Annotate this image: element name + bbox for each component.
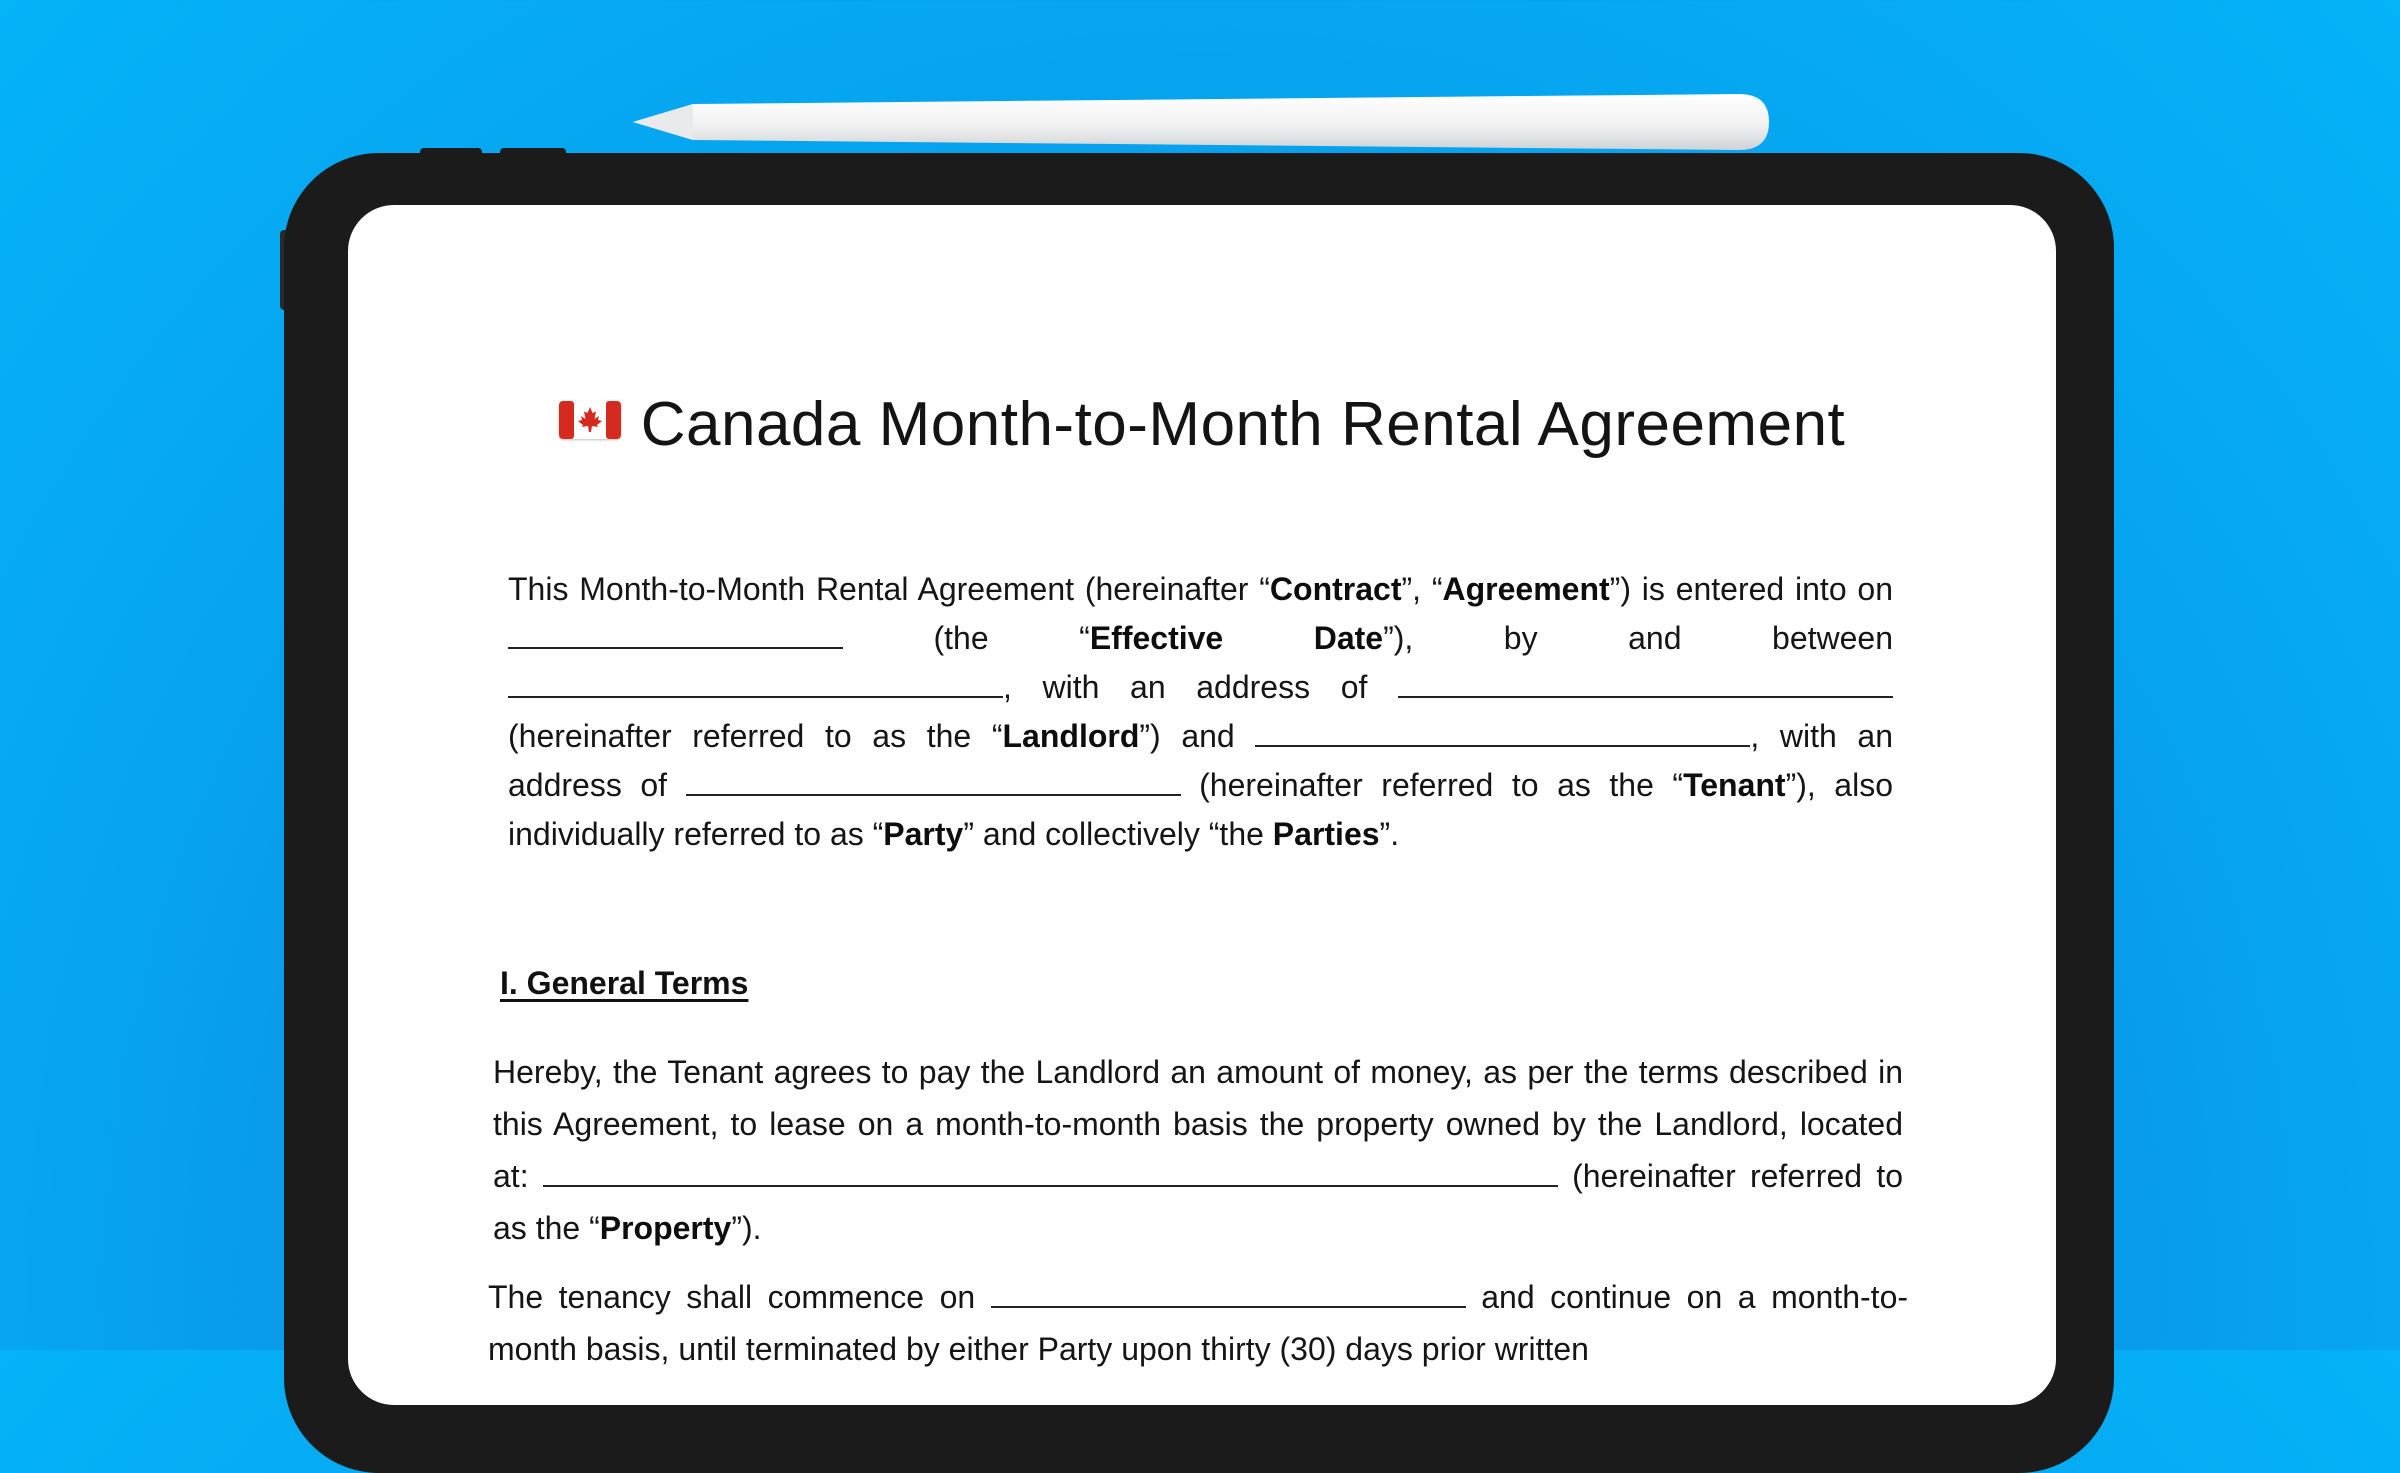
paragraph-text: ”).: [731, 1210, 762, 1246]
intro-text: (the “: [843, 620, 1090, 656]
blank-landlord-name[interactable]: [508, 668, 1003, 698]
general-terms-paragraph: [493, 1046, 1903, 1254]
intro-text: (hereinafter referred to as the “: [508, 718, 1003, 754]
apple-pencil: [633, 92, 1769, 152]
intro-text: ” and collectively “the: [963, 816, 1273, 852]
term-property: Property: [599, 1210, 732, 1246]
paragraph-text: and continue on a month-to-month basis, until terminated by either Party upon thirty (30) days prior written: [488, 1279, 1909, 1367]
canada-flag-icon: [559, 401, 621, 439]
term-effective-date: Effective Date: [1089, 620, 1384, 656]
intro-text: This Month-to-Month Rental Agreement (hereinafter “: [508, 571, 1270, 607]
intro-paragraph: [508, 565, 1893, 859]
intro-text: ”.: [1379, 816, 1400, 852]
paragraph-text: Hereby, the Tenant agrees to pay the Landlord an amount of money, as per the terms described in this Agreement, to lease on a month-to-month basis the property owned by the Landlord, located at:: [493, 1054, 1903, 1194]
paragraph-text: (hereinafter referred to as the “: [493, 1158, 1904, 1246]
document-page: [348, 205, 2056, 1405]
term-parties: Parties: [1272, 816, 1380, 852]
term-tenant: Tenant: [1683, 767, 1786, 803]
term-party: Party: [883, 816, 964, 852]
intro-text: ”) and: [1139, 718, 1235, 754]
blank-tenant-name[interactable]: [1255, 717, 1750, 747]
blank-tenant-address[interactable]: [686, 766, 1181, 796]
tenancy-paragraph: [488, 1271, 1908, 1375]
intro-text: , with an address of: [508, 718, 1894, 803]
intro-text: (hereinafter referred to as the “: [1180, 767, 1684, 803]
intro-text: ”), by and between: [1383, 620, 1894, 656]
intro-text: ”), also individually referred to as “: [508, 767, 1894, 852]
term-contract: Contract: [1269, 571, 1402, 607]
term-agreement: Agreement: [1442, 571, 1610, 607]
tablet-screen: [348, 205, 2056, 1405]
blank-commencement-date[interactable]: [991, 1278, 1466, 1308]
intro-text: , with an address of: [1003, 669, 1368, 705]
blank-landlord-address[interactable]: [1398, 668, 1893, 698]
blank-property-address[interactable]: [543, 1157, 1558, 1187]
section-heading-general-terms: I. General Terms: [500, 965, 749, 1001]
intro-text: ”, “: [1401, 571, 1443, 607]
paragraph-text: The tenancy shall commence on: [488, 1279, 976, 1315]
document-title: Canada Month-to-Month Rental Agreement: [640, 390, 1846, 459]
intro-text: ”) is entered into on: [1609, 571, 1894, 607]
blank-effective-date[interactable]: [508, 619, 843, 649]
term-landlord: Landlord: [1002, 718, 1140, 754]
document-title-row: [348, 385, 2056, 465]
